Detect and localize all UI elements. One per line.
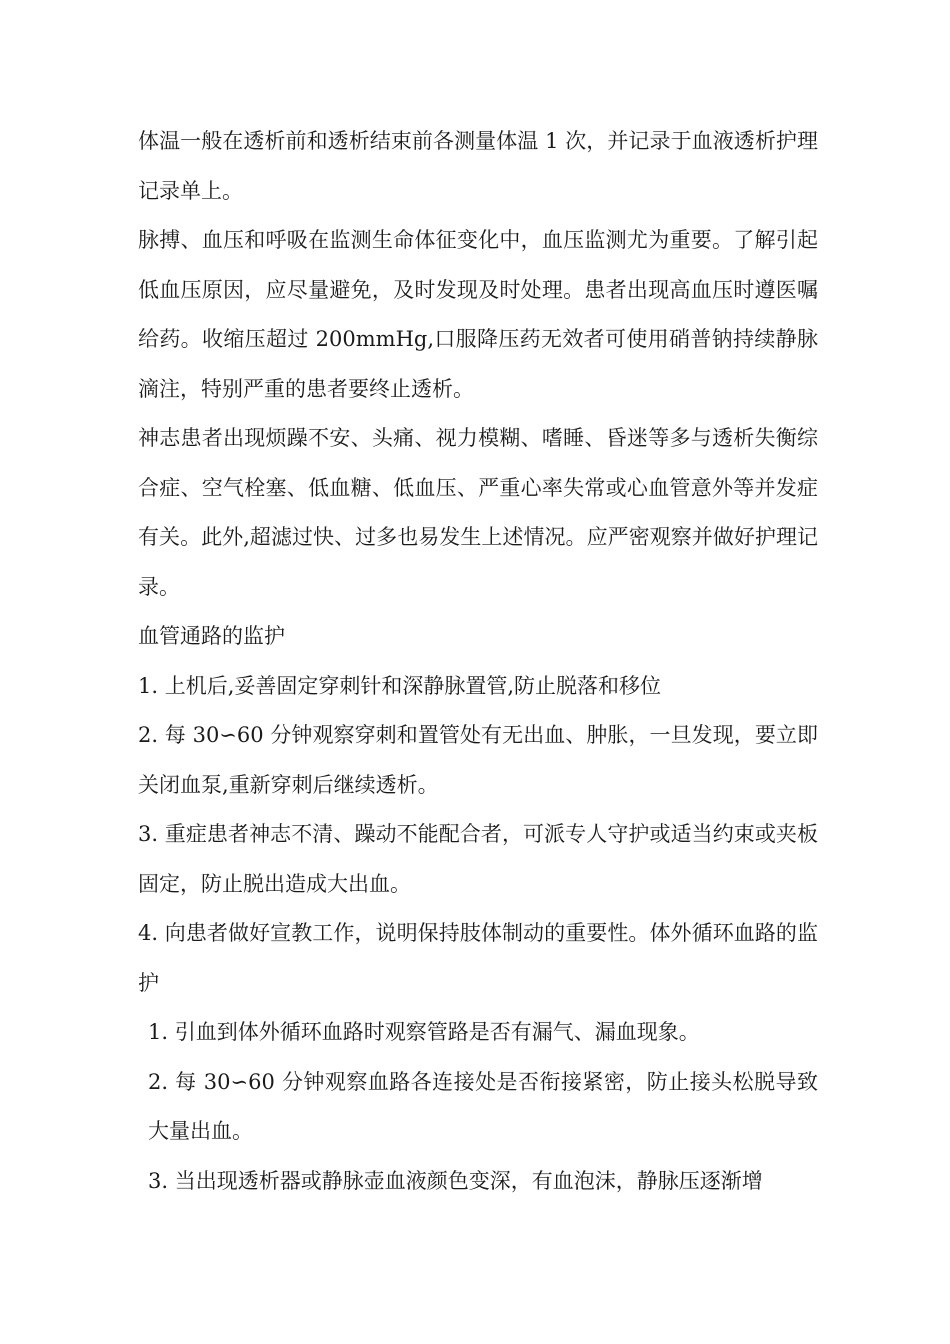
list-item-vascular-2: 2. 每 30∽60 分钟观察穿刺和置管处有无出血、肿胀，一旦发现，要立即关闭血泵,重新穿刺后继续透析。 (138, 723, 818, 797)
section-heading-vascular-access: 血管通路的监护 (138, 624, 285, 648)
list-item-vascular-1: 1. 上机后,妥善固定穿刺针和深静脉置管,防止脱落和移位 (138, 673, 662, 698)
paragraph-temperature: 体温一般在透析前和透析结束前各测量体温 1 次，并记录于血液透析护理记录单上。 (138, 129, 818, 203)
list-item-circuit-3: 3. 当出现透析器或静脉壶血液颜色变深，有血泡沫，静脉压逐渐增 (148, 1168, 763, 1193)
list-item-circuit-2: 2. 每 30∽60 分钟观察血路各连接处是否衔接紧密，防止接头松脱导致大量出血。 (148, 1069, 818, 1143)
paragraph-consciousness: 神志患者出现烦躁不安、头痛、视力模糊、嗜睡、昏迷等多与透析失衡综合症、空气栓塞、低血糖、低血压、严重心率失常或心血管意外等并发症有关。此外,超滤过快、过多也易发生上述情况。应严密观察并做好护理记录。 (138, 426, 818, 599)
paragraph-blood-pressure: 脉搏、血压和呼吸在监测生命体征变化中，血压监测尤为重要。了解引起低血压原因，应尽量避免，及时发现及时处理。患者出现高血压时遵医嘱给药。收缩压超过 200mmHg,口服降压药无效者可使用硝普钠持续静脉滴注，特别严重的患者要终止透析。 (138, 228, 818, 401)
list-item-circuit-1: 1. 引血到体外循环血路时观察管路是否有漏气、漏血现象。 (148, 1020, 700, 1044)
document-body (138, 117, 818, 1206)
list-item-vascular-4: 4. 向患者做好宣教工作，说明保持肢体制动的重要性。体外循环血路的监护 (138, 921, 818, 995)
list-item-vascular-3: 3. 重症患者神志不清、躁动不能配合者，可派专人守护或适当约束或夹板固定，防止脱出造成大出血。 (138, 822, 818, 896)
